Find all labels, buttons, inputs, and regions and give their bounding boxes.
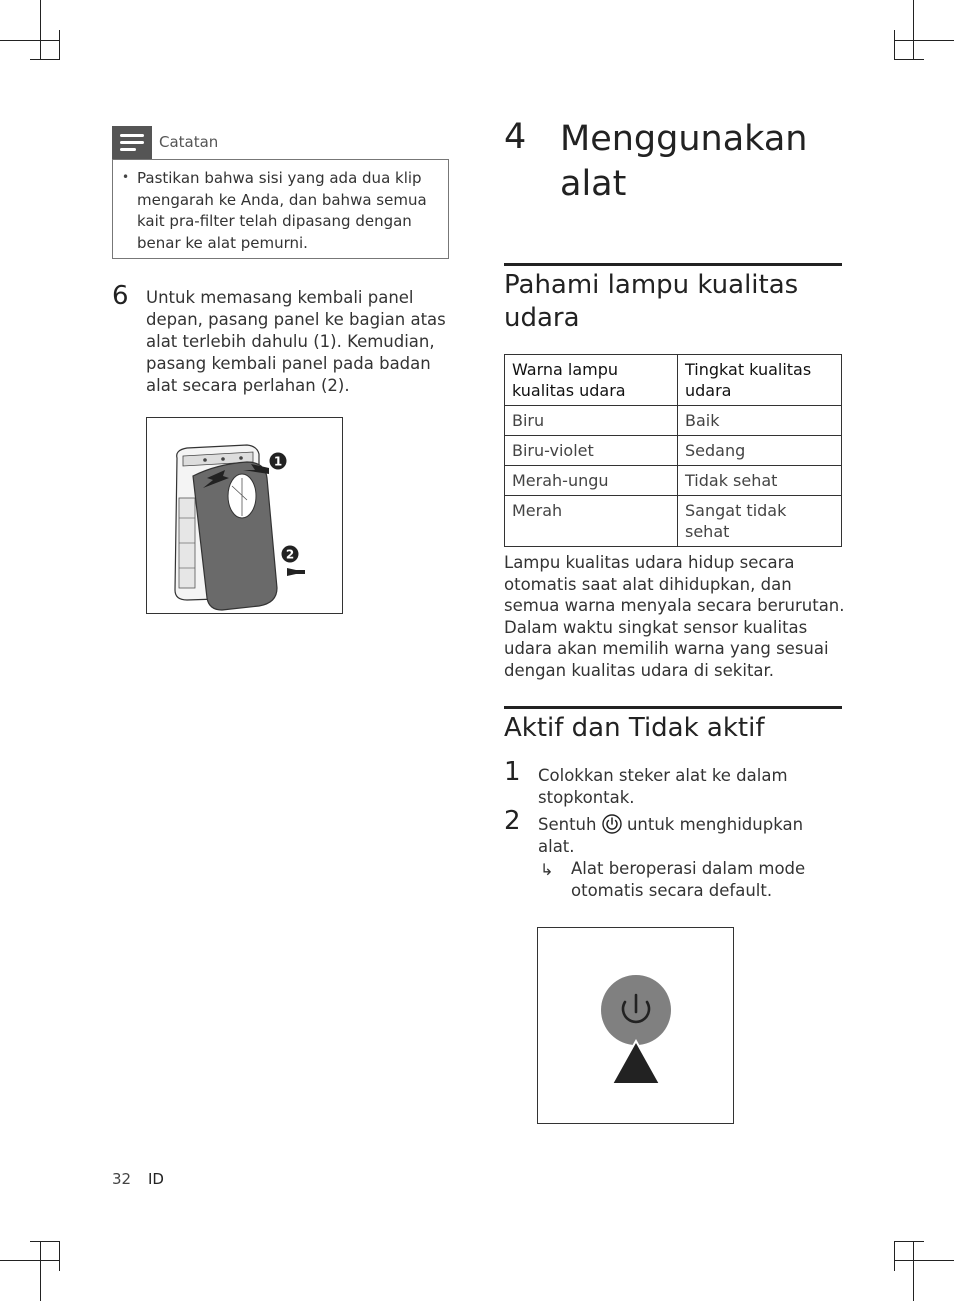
- section-rule: [504, 263, 842, 266]
- power-button-illustration: [538, 928, 733, 1123]
- table-cell: Baik: [678, 406, 842, 436]
- crop-mark: [30, 1241, 60, 1242]
- crop-mark: [894, 59, 924, 60]
- crop-mark: [0, 40, 60, 41]
- crop-mark: [40, 0, 41, 60]
- table-cell: Sangat tidak sehat: [678, 496, 842, 547]
- chapter-title: Menggunakan alat: [560, 119, 808, 204]
- table-header: Warna lampu kualitas udara: [505, 355, 678, 406]
- table-cell: Tidak sehat: [678, 466, 842, 496]
- note-label: Catatan: [159, 133, 219, 151]
- crop-mark: [913, 0, 914, 60]
- crop-mark: [913, 1241, 914, 1301]
- power-icon: [602, 814, 622, 834]
- crop-mark: [59, 30, 60, 60]
- crop-mark: [894, 30, 895, 60]
- section-title: Aktif dan Tidak aktif: [504, 713, 765, 743]
- step-text-before: Sentuh: [538, 815, 597, 834]
- table-cell: Merah: [505, 496, 678, 547]
- callout-2-label: 2: [285, 547, 295, 562]
- note-bullet: •: [122, 170, 130, 184]
- purifier-panel-figure: [146, 417, 343, 614]
- table-row: [505, 436, 842, 466]
- crop-mark: [59, 1241, 60, 1271]
- table-cell: Merah-ungu: [505, 466, 678, 496]
- callout-1: [269, 452, 287, 470]
- section-title: Pahami lampu kualitas udara: [504, 270, 799, 333]
- table-cell: Biru: [505, 406, 678, 436]
- table-cell: Biru-violet: [505, 436, 678, 466]
- crop-mark: [894, 1260, 954, 1261]
- step-number: 6: [112, 281, 129, 311]
- callout-1-label: 1: [273, 454, 283, 469]
- table-row: [505, 466, 842, 496]
- power-button-figure: [537, 927, 734, 1124]
- step-number: 2: [504, 806, 521, 836]
- chapter-number: 4: [504, 117, 527, 157]
- page-number: 32: [112, 1170, 132, 1188]
- note-icon: [112, 126, 152, 160]
- crop-mark: [0, 1260, 60, 1261]
- table-header: Tingkat kualitas udara: [678, 355, 842, 406]
- step-text-after: untuk menghidupkan alat.: [538, 815, 804, 856]
- crop-mark: [894, 1241, 895, 1271]
- table-row: [505, 496, 842, 547]
- step-text: [538, 814, 838, 858]
- table-header-row: [505, 355, 842, 406]
- crop-mark: [30, 59, 60, 60]
- callout-2: [281, 545, 299, 563]
- table-row: [505, 406, 842, 436]
- crop-mark: [40, 1241, 41, 1301]
- step-number: 1: [504, 757, 521, 787]
- page-language: ID: [148, 1170, 164, 1188]
- table-cell: Sedang: [678, 436, 842, 466]
- step-text: Untuk memasang kembali panel depan, pasang panel ke bagian atas alat terlebih dahulu (1). Kemudian, pasang kembali panel pada badan alat secara perlahan (2).: [146, 288, 446, 395]
- crop-mark: [894, 40, 954, 41]
- crop-mark: [894, 1241, 924, 1242]
- result-arrow-icon: ↳: [540, 860, 554, 879]
- note-text: Pastikan bahwa sisi yang ada dua klip mengarah ke Anda, dan bahwa semua kait pra-filter telah dipasang dengan benar ke alat pemurni.: [137, 169, 427, 252]
- purifier-illustration: [147, 418, 342, 613]
- air-quality-table: [504, 354, 842, 547]
- section-rule: [504, 706, 842, 709]
- air-quality-paragraph: Lampu kualitas udara hidup secara otomatis saat alat dihidupkan, dan semua warna menyala secara berurutan. Dalam waktu singkat sensor kualitas udara akan memilih warna yang sesuai dengan kualitas udara di sekitar.: [504, 553, 845, 680]
- step-text: Colokkan steker alat ke dalam stopkontak.: [538, 766, 788, 807]
- result-text: Alat beroperasi dalam mode otomatis secara default.: [571, 859, 806, 900]
